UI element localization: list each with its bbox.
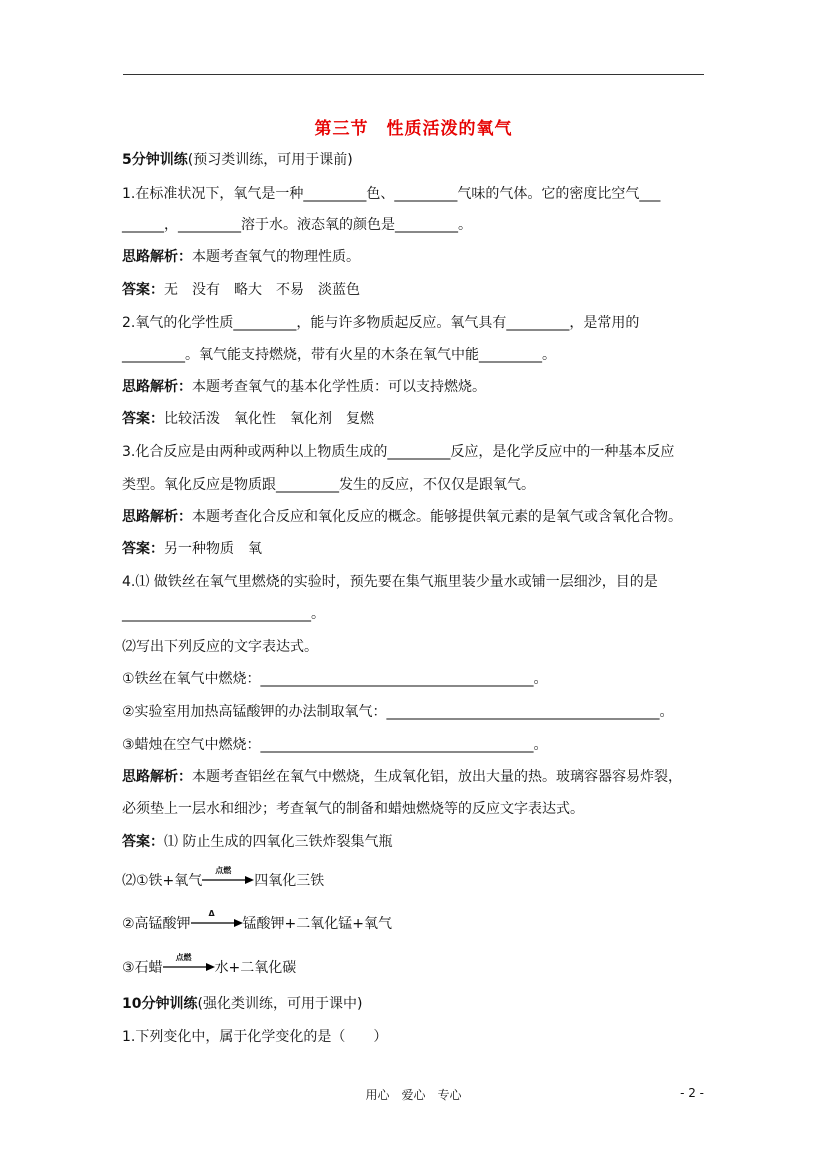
analysis-label: 思路解析： xyxy=(122,379,192,395)
reaction-arrow xyxy=(163,953,215,972)
section-heading-5min xyxy=(122,150,353,170)
analysis-label: 思路解析： xyxy=(122,769,192,785)
question-4-line-4: ①铁丝在氧气中燃烧：_______________________________________。 xyxy=(122,671,548,687)
analysis-2 xyxy=(122,377,486,397)
question-4-line-1: 4.⑴ 做铁丝在氧气里燃烧的实验时，预先要在集气瓶里装少量水或铺一层细沙，目的是 xyxy=(122,574,658,590)
question-1-line-1: 1.在标准状况下，氧气是一种_________色、_________气味的气体。它的密度比空气___ xyxy=(122,186,661,202)
question-4-line-6: ③蜡烛在空气中燃烧：_______________________________________。 xyxy=(122,737,548,753)
answer-2 xyxy=(122,409,374,429)
reaction-condition: 点燃 xyxy=(215,866,232,875)
equation-products: 水+二氧化碳 xyxy=(214,960,297,976)
page-title: 第三节 性质活泼的氧气 xyxy=(314,119,513,139)
equation-3 xyxy=(122,953,297,978)
arrow-icon xyxy=(163,962,215,972)
section-heading-10min xyxy=(122,994,362,1014)
question-2-line-2: _________。氧气能支持燃烧，带有火星的木条在氧气中能_________。 xyxy=(122,347,556,363)
question-4-line-2: ___________________________。 xyxy=(122,606,325,622)
question-2-line-1: 2.氧气的化学性质_________，能与许多物质起反应。氧气具有_________，是常用的 xyxy=(122,315,640,331)
equation-reactants: ⑵①铁+氧气 xyxy=(122,873,203,889)
section-heading-note: (强化类训练，可用于课中) xyxy=(197,996,363,1012)
arrow-icon xyxy=(191,918,243,928)
section-heading-label: 10分钟训练 xyxy=(122,996,198,1012)
question-3-line-1: 3.化合反应是由两种或两种以上物质生成的_________反应，是化学反应中的一种基本反应 xyxy=(122,444,675,460)
analysis-1 xyxy=(122,247,360,267)
question-3-line-2: 类型。氧化反应是物质跟_________发生的反应，不仅仅是跟氧气。 xyxy=(122,477,535,493)
analysis-4-line-2: 必须垫上一层水和细沙；考查氧气的制备和蜡烛燃烧等的反应文字表达式。 xyxy=(122,801,584,817)
analysis-label: 思路解析： xyxy=(122,509,192,525)
equation-reactants: ②高锰酸钾 xyxy=(122,916,191,932)
answer-text: 比较活泼 氧化性 氧化剂 复燃 xyxy=(164,411,374,427)
answer-text: 无 没有 略大 不易 淡蓝色 xyxy=(164,282,360,298)
answer-label: 答案： xyxy=(122,411,164,427)
question-4-line-3: ⑵写出下列反应的文字表达式。 xyxy=(122,639,318,655)
answer-text: 另一种物质 氧 xyxy=(164,541,262,557)
section-heading-note: (预习类训练，可用于课前) xyxy=(187,152,353,168)
header-rule xyxy=(123,74,704,75)
question-1-line-2: ______，_________溶于水。液态氧的颜色是_________。 xyxy=(122,217,472,233)
answer-label: 答案： xyxy=(122,834,164,850)
equation-products: 锰酸钾+二氧化锰+氧气 xyxy=(242,916,393,932)
reaction-condition: Δ xyxy=(208,909,215,918)
page-number: - 2 - xyxy=(680,1086,704,1100)
reaction-arrow xyxy=(202,866,254,885)
answer-3 xyxy=(122,539,262,559)
analysis-text: 本题考查化合反应和氧化反应的概念。能够提供氧元素的是氧气或含氧化合物。 xyxy=(192,509,682,525)
footer-motto: 用心 爱心 专心 xyxy=(365,1088,462,1102)
analysis-4-line-1 xyxy=(122,767,682,787)
analysis-label: 思路解析： xyxy=(122,249,192,265)
section-heading-label: 5分钟训练 xyxy=(122,152,188,168)
equation-reactants: ③石蜡 xyxy=(122,960,163,976)
analysis-text: 本题考查铝丝在氧气中燃烧，生成氧化铝，放出大量的热。玻璃容器容易炸裂， xyxy=(192,769,682,785)
reaction-arrow xyxy=(191,909,243,928)
analysis-3 xyxy=(122,507,682,527)
question-4-line-5: ②实验室用加热高锰酸钾的办法制取氧气：_______________________________________。 xyxy=(122,704,674,720)
answer-4 xyxy=(122,832,392,852)
equation-products: 四氧化三铁 xyxy=(254,873,325,889)
answer-1 xyxy=(122,280,360,300)
answer-text: ⑴ 防止生成的四氧化三铁炸裂集气瓶 xyxy=(164,834,393,850)
analysis-text: 本题考查氧气的物理性质。 xyxy=(192,249,360,265)
equation-2 xyxy=(122,909,393,934)
answer-label: 答案： xyxy=(122,282,164,298)
reaction-condition: 点燃 xyxy=(175,953,192,962)
equation-1 xyxy=(122,866,325,891)
analysis-text: 本题考查氧气的基本化学性质：可以支持燃烧。 xyxy=(192,379,486,395)
question-5: 1.下列变化中，属于化学变化的是（ ） xyxy=(122,1029,388,1045)
arrow-icon xyxy=(202,875,254,885)
answer-label: 答案： xyxy=(122,541,164,557)
